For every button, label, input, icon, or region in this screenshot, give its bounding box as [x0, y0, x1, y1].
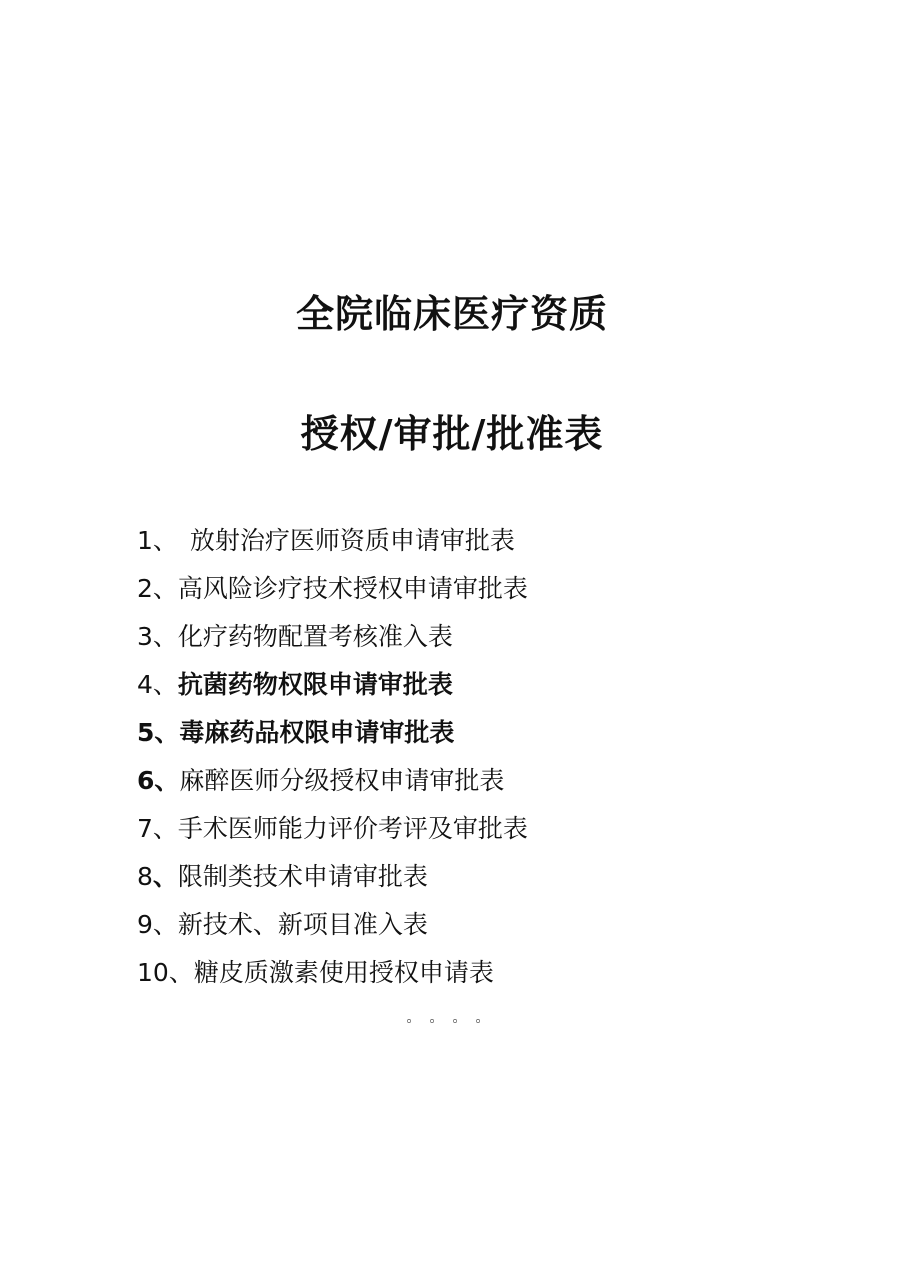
- item-number: 8: [137, 862, 153, 891]
- item-title: 麻醉医师分级授权申请审批表: [179, 766, 505, 795]
- item-number: 9: [137, 910, 153, 939]
- item-number: 10: [137, 958, 169, 987]
- item-title: 限制类技术申请审批表: [177, 862, 428, 891]
- item-separator: 、: [152, 670, 178, 699]
- item-number: 1: [137, 526, 153, 555]
- item-title: 化疗药物配置考核准入表: [177, 622, 453, 651]
- item-number: 3: [137, 622, 153, 651]
- item-title: 新技术、新项目准入表: [177, 910, 428, 939]
- item-separator: 、: [154, 766, 180, 795]
- list-item: [137, 757, 528, 805]
- item-separator: 、: [154, 718, 180, 747]
- item-separator: 、: [152, 622, 178, 651]
- list-item: [137, 565, 528, 613]
- item-title: 放射治疗医师资质申请审批表: [189, 526, 515, 555]
- item-title: 抗菌药物权限申请审批表: [177, 670, 453, 699]
- item-separator: 、: [152, 526, 178, 555]
- item-separator: 、: [152, 862, 178, 891]
- contents-list: [137, 517, 528, 997]
- list-item: [137, 661, 528, 709]
- item-title: 糖皮质激素使用授权申请表: [193, 958, 494, 987]
- item-separator: 、: [152, 814, 178, 843]
- item-number: 6: [137, 766, 155, 795]
- list-item: [137, 853, 528, 901]
- list-item: [137, 949, 528, 997]
- item-number: 4: [137, 670, 153, 699]
- item-title: 高风险诊疗技术授权申请审批表: [177, 574, 528, 603]
- list-item: [137, 901, 528, 949]
- list-item: [137, 805, 528, 853]
- item-number: 2: [137, 574, 153, 603]
- item-separator: 、: [168, 958, 194, 987]
- item-separator: 、: [152, 910, 178, 939]
- item-title: 毒麻药品权限申请审批表: [179, 718, 455, 747]
- list-item: [137, 613, 528, 661]
- item-number: 5: [137, 718, 155, 747]
- item-number: 7: [137, 814, 153, 843]
- item-title: 手术医师能力评价考评及审批表: [177, 814, 528, 843]
- list-item: [137, 517, 528, 565]
- item-separator: 、: [152, 574, 178, 603]
- document-title-line-2: 授权/审批/批准表: [300, 412, 604, 456]
- list-item: [137, 709, 528, 757]
- document-title-line-1: 全院临床医疗资质: [295, 292, 608, 336]
- continuation-ellipsis: 。。。。: [406, 1010, 506, 1026]
